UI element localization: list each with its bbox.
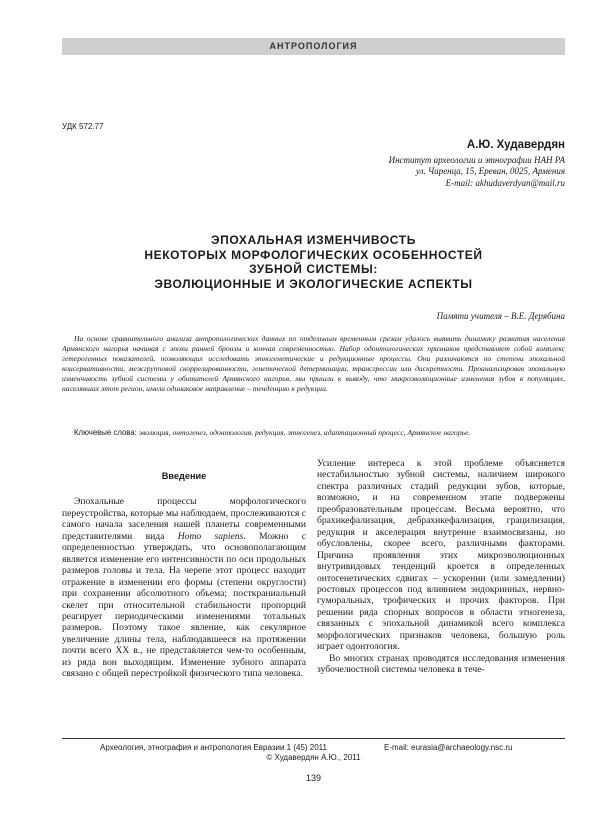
title-line: ЭВОЛЮЦИОННЫЕ И ЭКОЛОГИЧЕСКИЕ АСПЕКТЫ [154,276,473,291]
title-line: ЭПОХАЛЬНАЯ ИЗМЕНЧИВОСТЬ [211,233,416,247]
author-email: E-mail: akhudaverdyan@mail.ru [445,177,565,188]
abstract-text: На основе сравнительного анализа антропологических данных по отдельным временным срезам удалось выявить динамику развития населения Армянского нагорья начиная с эпохи ранней бронзы и кончая современностью. Набор одонтологических признаков представляет собой комплекс гетерогенных показателей, позволяющих исследовать этногенетические и редукционные процессы. Они различаются по степени эпохальной консервативности, межгрупповой скоррелированности, генетической детерминации, трансгрессии или дискретности. Проанализировав эпохальную изменчивость зубной системы у обитателей Армянского нагорья, мы пришли к выводу, что микроэволюционные изменения зубов в популяциях, населявших этот регион, имели одинаковое направление – тенденцию к редукции. [62,334,565,393]
title-line: ЗУБНОЙ СИСТЕМЫ: [249,262,378,276]
keywords-label: Ключевые слова: [74,428,137,437]
body-paragraph: Усиление интереса к этой проблеме объясняется нестабильностью зубной системы, наличием широкого спектра различных стадий редукции зубов, которые, возможно, и на современном этапе подвержены преобразовательным процессам. Весьма вероятно, что брахикефализация, дебрахикефализация, грацилизация, редукция и акселерация внутренне взаимосвязаны, но обусловлены, скорее всего, различными факторами. Причина проявления этих микроэволюционных внутривидовых тенденций кроется в определенных онтогенетических сдвигах – ускорении (или замедлении) ростовых процессов под влиянием эндокринных, нервно-гуморальных, трофических и прочих факторов. При решении ряда спорных вопросов в области этногенеза, связанных с эпохальной динамикой всего комплекса морфологических признаков человека, большую роль играет одонтология. [317,458,565,653]
body-column-right [317,458,565,676]
author-name: А.Ю. Худавердян [466,139,565,151]
footer-divider [62,738,565,739]
article-title [62,233,565,291]
dedication: Памяти учителя – В.Е. Дерябина [436,311,565,321]
author-block [389,140,565,189]
author-affiliation: Институт археологии и этнографии НАН РА [388,154,565,165]
keywords-text: эволюция, онтогенез, одонтология, редукция, этногенез, адаптационный процесс, Армянское нагорье. [138,428,471,437]
keywords [62,428,565,438]
body-column-left [62,471,306,680]
abstract [62,334,565,394]
species-name: Homo sapiens [177,530,244,542]
udc-code: УДК 572.77 [62,122,104,131]
section-header: АНТРОПОЛОГИЯ [62,38,565,55]
section-heading-introduction: Введение [161,471,207,481]
body-paragraph: Во многих странах проводятся исследования изменения зубочелюстной системы человека в тече- [317,652,565,676]
title-line: НЕКОТОРЫХ МОРФОЛОГИЧЕСКИХ ОСОБЕННОСТЕЙ [144,247,483,262]
footer-journal-citation: Археология, этнография и антропология Евразии 1 (45) 2011 [100,743,327,752]
page-number: 139 [305,773,322,783]
body-paragraph: Эпохальные процессы морфологического переустройства, которые мы наблюдаем, прослеживаются с самого начала заселения нашей планеты современными представителями вида Homo sapiens. Можно с определенностью утверждать, что основополагающим является изменение его интенсивности по оси продольных размеров головы и тела. На черепе этот процесс находит отражение в изменении его формы (степени округлости) при сохранении абсолютного объема; посткраниальный скелет при относительной стабильности пропорций реагирует периодическими изменениями тотальных размеров. Поэтому такое явление, как секулярное увеличение длины тела, наблюдавшееся на протяжении почти всего XX в., не представляется чем-то особенным, из ряда вон выходящим. Изменение зубного аппарата связано с общей перестройкой физического типа человека. [62,496,306,680]
footer-email: E-mail: eurasia@archaeology.nsc.ru [384,743,513,752]
author-address: ул. Чаренца, 15, Ереван, 0025, Армения [415,166,565,176]
footer-copyright: © Худавердян А.Ю., 2011 [266,753,361,762]
